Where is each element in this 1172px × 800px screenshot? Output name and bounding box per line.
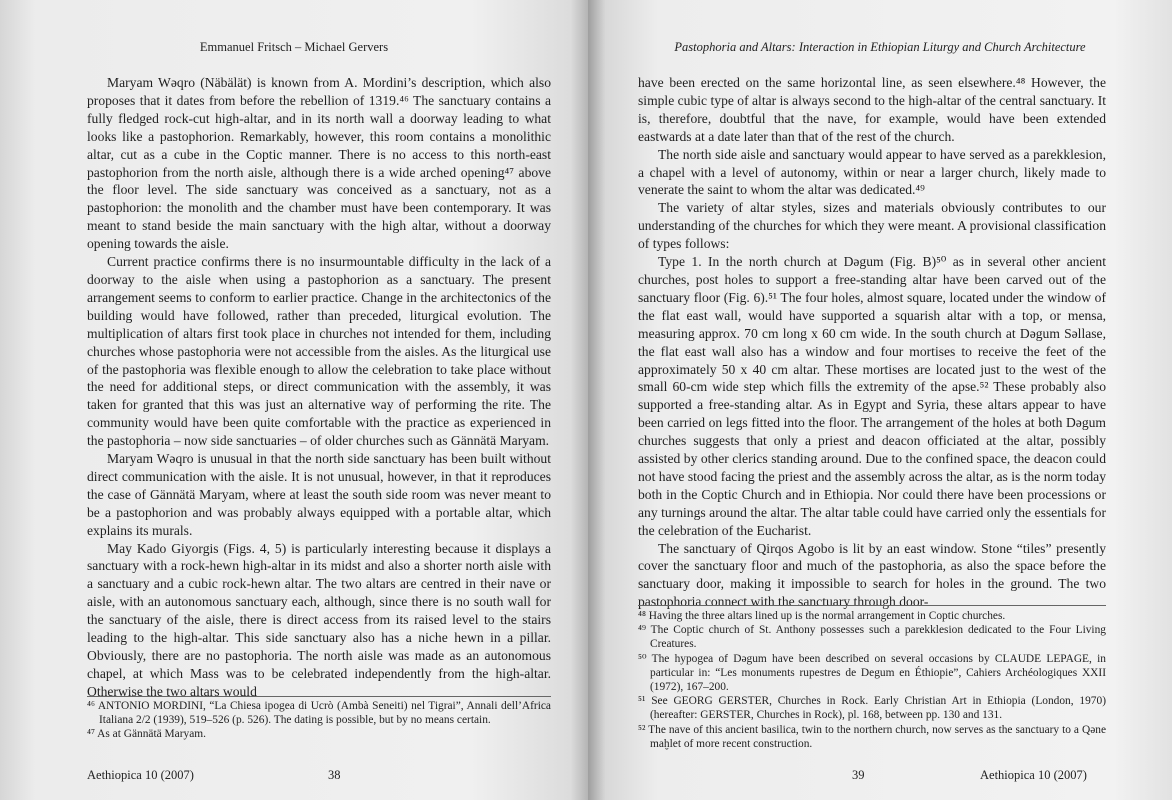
footnote: ⁴⁷ As at Gännätä Maryam.	[87, 728, 206, 741]
paragraph: Current practice confirms there is no insurmountable difficulty in the lack of a doorway to the aisle when using a pastophorion as a sanctuary. The present arrangement seems to conform to earlier practice. Change in the architectonics of the building would have followed, rather than preceded, liturgical evolution. The multiplication of altars first took place in churches not intended for them, including churches whose pastophoria were not accessible from the aisles. As the liturgical use of the pastophoria was flexible enough to allow the celebration to take place without the need for additional steps, or direct communication with the assembly, it was taken for granted that this was just an alternative way of performing the rite. The community would have been quite comfortable with the practice as experienced in the pastophoria – now side sanctuaries – of older churches such as Gännätä Maryam.	[87, 254, 551, 449]
right-page	[588, 0, 1172, 800]
right-footnotes	[638, 605, 1106, 751]
right-running-head: Pastophoria and Altars: Interaction in Ethiopian Liturgy and Church Architecture	[674, 40, 1086, 54]
left-page-number: 38	[328, 768, 341, 782]
left-footnotes	[87, 696, 551, 742]
paragraph: The sanctuary of Qirqos Agobo is lit by an east window. Stone “tiles” presently cover the sanctuary floor and much of the pastophoria, as also the space before the sanctuary door, making it impossible to search for holes in the ground. The two pastophoria connect with the sanctuary through door-	[638, 540, 1106, 610]
paragraph: May Kado Giyorgis (Figs. 4, 5) is particularly interesting because it displays a sanctuary with a rock-hewn high-altar in its midst and also a shorter north aisle with a sanctuary and a cubic rock-hewn altar. The two altars are centred in their nave or aisle, with an autonomous sanctuary each, although, since there is no south wall for the sanctuary of the aisle, there is direct access from its raised level to the stairs leading to the high-altar. This side sanctuary also has a niche hewn in a pillar. Obviously, there are no pastophoria. The north aisle was made as an autonomous chapel, at which Mass was to be celebrated independently from the high-altar. Otherwise the two altars would	[87, 540, 551, 699]
paragraph: Maryam Wəqro (Näbälät) is known from A. Mordini’s description, which also proposes that it dates from before the rebellion of 1319.⁴⁶ The sanctuary contains a fully fledged rock-cut high-altar, and in its north wall a doorway leading to what looks like a pastophorion. Remarkably, however, this room contains a monolithic altar, cut as a cube in the Coptic manner. There is no access to this north-east pastophorion from the north aisle, although there is a wide arched opening⁴⁷ above the floor level. The side sanctuary was conceived as a sanctuary, not as a pastophorion: the monolith and the chamber must have been contemporary. It was meant to stand beside the main sanctuary with the high altar, without a doorway opening towards the aisle.	[87, 75, 551, 252]
left-running-head: Emmanuel Fritsch – Michael Gervers	[199, 40, 389, 54]
left-footer-journal: Aethiopica 10 (2007)	[87, 768, 194, 782]
right-body-text	[638, 74, 1106, 611]
paragraph: have been erected on the same horizontal line, as seen elsewhere.⁴⁸ However, the simple cubic type of altar is always second to the high-altar of the central sanctuary. It is, therefore, doubtful that the nave, for example, would have been extended eastwards at a date later than that of the rest of the church.	[638, 75, 1106, 144]
footnote: ⁵¹ See GEORG GERSTER, Churches in Rock. Early Christian Art in Ethiopia (London, 1970) (hereafter: GERSTER, Churches in Rock), pl. 168, between pp. 130 and 131.	[638, 695, 1106, 722]
paragraph: Type 1. In the north church at Dəgum (Fig. B)⁵⁰ as in several other ancient churches, post holes to support a free-standing altar have been carved out of the sanctuary floor (Fig. 6).⁵¹ The four holes, almost square, located under the window of the flat east wall, would have supported a squarish altar with a top, or mensa, measuring approx. 70 cm long x 60 cm wide. In the south church at Dəgum Səllase, the flat east wall also has a window and four mortises to receive the feet of the approximately 50 x 40 cm altar. These mortises are located just to the west of the small 60-cm wide step which fills the extremity of the apse.⁵² These probably also supported a free-standing altar. As in Egypt and Syria, these altars appear to have been carried on legs fitted into the floor. The arrangement of the holes at both Dəgum churches suggests that only a priest and deacon officiated at the altar, possibly assisted by other clerics standing around. Due to the confined space, the deacon could not have stood facing the priest and the assembly across the altar, as is the norm today both in the Coptic Church and in Ethiopia. Nor could there have been processions or any turnings around the altar. The altar table could have carried only the essentials for the celebration of the Eucharist.	[638, 254, 1106, 538]
footnote: ⁵⁰ The hypogea of Dəgum have been described on several occasions by CLAUDE LEPAGE, in particular in: “Les monuments rupestres de Degum en Éthiopie”, Cahiers Archéologiques XXII (1972), 167–200.	[638, 652, 1106, 694]
footnote: ⁴⁹ The Coptic church of St. Anthony possesses such a parekklesion dedicated to the Four Living Creatures.	[638, 624, 1106, 651]
paragraph: The north side aisle and sanctuary would appear to have served as a parekklesion, a chapel with a level of autonomy, within or near a larger church, likely made to venerate the saint to whom the altar was dedicated.⁴⁹	[638, 146, 1106, 198]
right-footer-journal: Aethiopica 10 (2007)	[980, 768, 1087, 782]
footnote: ⁵² The nave of this ancient basilica, twin to the northern church, now serves as the sanctuary to a Qəne maḫlet of more recent construction.	[638, 723, 1106, 750]
left-body-text	[87, 74, 551, 701]
right-page-number: 39	[852, 768, 865, 782]
paragraph: Maryam Wəqro is unusual in that the north side sanctuary has been built without direct communication with the aisle. It is not unusual, however, in that it reproduces the case of Gännätä Maryam, where at least the south side room was never meant to be a pastophorion and was probably always equipped with a portable altar, which explains its murals.	[87, 451, 551, 538]
footnote: ⁴⁸ Having the three altars lined up is the normal arrangement in Coptic churches.	[638, 610, 1006, 622]
paragraph: The variety of altar styles, sizes and materials obviously contributes to our understanding of the churches for which they were meant. A provisional classification of types follows:	[638, 200, 1106, 252]
footnote: ⁴⁶ ANTONIO MORDINI, “La Chiesa ipogea di Ucrò (Ambà Seneiti) nel Tigrai”, Annali dell’Africa Italiana 2/2 (1939), 519–526 (p. 526). The dating is possible, but by no means certain.	[87, 700, 551, 727]
